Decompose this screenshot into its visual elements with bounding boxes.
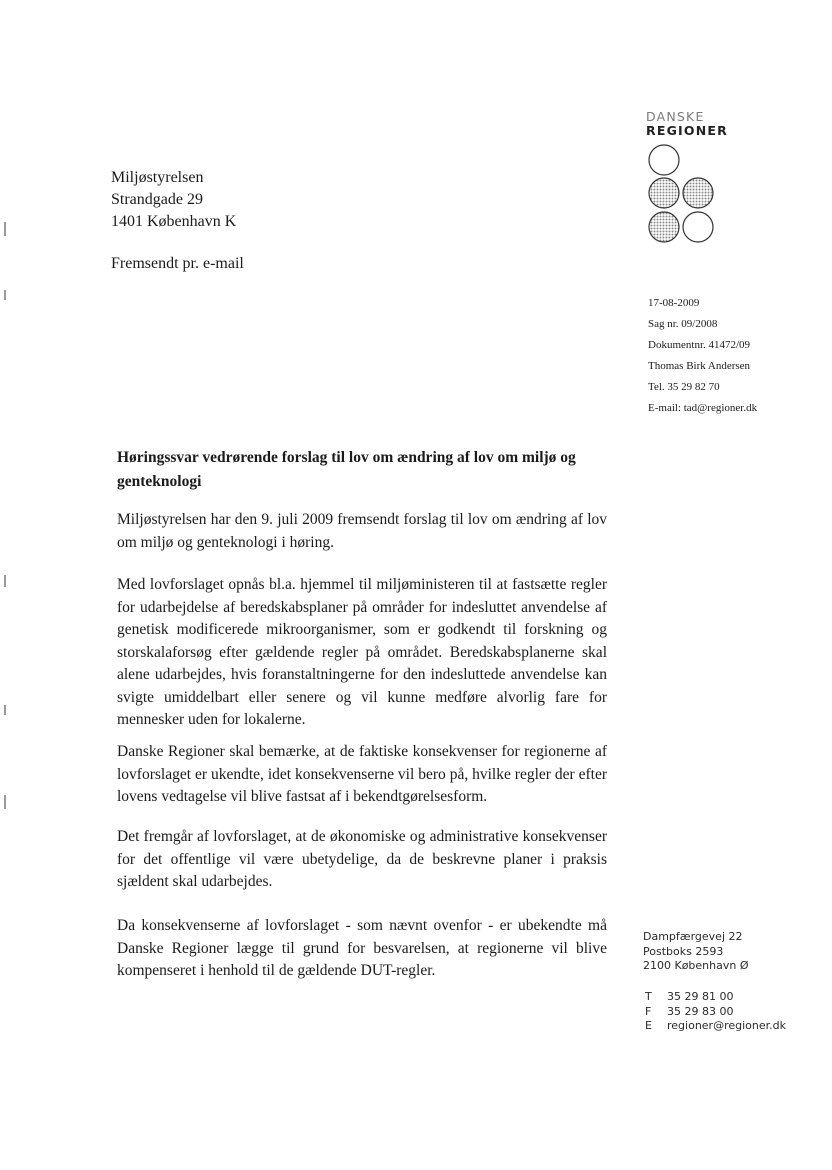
- recipient-city: 1401 København K: [111, 213, 237, 230]
- contact-fax-label: F: [645, 1004, 652, 1018]
- contact-fax-value: 35 29 83 00: [667, 1004, 734, 1018]
- recipient-name: Miljøstyrelsen: [111, 169, 204, 186]
- body-paragraph-4: Det fremgår af lovforslaget, at de økonomiske og administrative konsekvenser for det offentlige vil være ubetydelige, da de beskrevne planer i praksis sjældent skal udarbejdes.: [117, 828, 607, 890]
- logo-line1: DANSKE: [646, 109, 705, 124]
- footer-address: [643, 930, 749, 974]
- document-meta: [648, 293, 757, 419]
- scan-mark: [4, 290, 6, 300]
- scan-mark: [4, 705, 6, 715]
- meta-doc: Dokumentnr. 41472/09: [648, 339, 751, 351]
- body-paragraph-1: Miljøstyrelsen har den 9. juli 2009 fremsendt forslag til lov om ændring af lov om miljø og genteknologi i høring.: [117, 511, 607, 551]
- logo-wordmark: [646, 110, 728, 138]
- scan-mark: [4, 575, 6, 587]
- sent-via: Fremsendt pr. e-mail: [111, 255, 244, 272]
- logo-circle-bottom-right: [683, 212, 713, 242]
- danske-regioner-logo: [644, 143, 724, 248]
- footer-city: 2100 København Ø: [643, 959, 749, 972]
- meta-email: E-mail: tad@regioner.dk: [648, 402, 758, 414]
- body-paragraph-3: Danske Regioner skal bemærke, at de faktiske konsekvenser for regionerne af lovforslaget er ukendte, idet konsekvenserne vil bero på, hvilke regler der efter lovens vedtagelse vil blive fastsat af i bekendtgørelsesform.: [117, 743, 607, 805]
- recipient-address: [111, 167, 236, 233]
- meta-case: Sag nr. 09/2008: [648, 318, 718, 330]
- logo-circle-bottom-left: [649, 212, 679, 242]
- footer-street: Dampfærgevej 22: [643, 930, 743, 943]
- logo-circle-top: [649, 145, 679, 175]
- logo-circle-mid-right: [683, 178, 713, 208]
- contact-email-row: [645, 1019, 786, 1034]
- letter-subject: Høringssvar vedrørende forslag til lov om ændring af lov om miljø og genteknologi: [117, 449, 576, 490]
- contact-email-label: E: [645, 1019, 652, 1032]
- meta-phone: Tel. 35 29 82 70: [648, 381, 720, 393]
- scan-mark: [4, 222, 6, 236]
- contact-fax-row: [645, 1005, 786, 1020]
- body-paragraph-5: Da konsekvenserne af lovforslaget - som nævnt ovenfor - er ubekendte må Danske Regioner lægge til grund for besvarelsen, at regionerne vil blive kompenseret i henhold til de gældende DUT-regler.: [117, 917, 607, 979]
- recipient-street: Strandgade 29: [111, 191, 203, 208]
- scan-mark: [4, 795, 6, 809]
- contact-phone-value: 35 29 81 00: [667, 990, 734, 1003]
- footer-box: Postboks 2593: [643, 944, 724, 958]
- footer-contact: [645, 990, 786, 1034]
- body-paragraph-2: Med lovforslaget opnås bl.a. hjemmel til miljøministeren til at fastsætte regler for udarbejdelse af beredskabsplaner på områder for indesluttet anvendelse af genetisk modificerede mikroorganismer, som er godkendt til forskning og storskalaforsøg efter gældende regler på området. Beredskabsplanerne skal alene udarbejdes, hvis foranstaltningerne for den indesluttede anvendelse kan svigte umiddelbart eller senere og vil kunne medføre alvorlig fare for mennesker uden for lokalerne.: [117, 576, 607, 728]
- meta-person: Thomas Birk Andersen: [648, 360, 751, 372]
- contact-phone-label: T: [645, 990, 652, 1003]
- contact-phone-row: [645, 990, 786, 1005]
- logo-line2: REGIONER: [646, 123, 728, 138]
- contact-email-value: regioner@regioner.dk: [667, 1019, 786, 1032]
- logo-circle-mid-left: [649, 178, 679, 208]
- meta-date: 17-08-2009: [648, 297, 700, 309]
